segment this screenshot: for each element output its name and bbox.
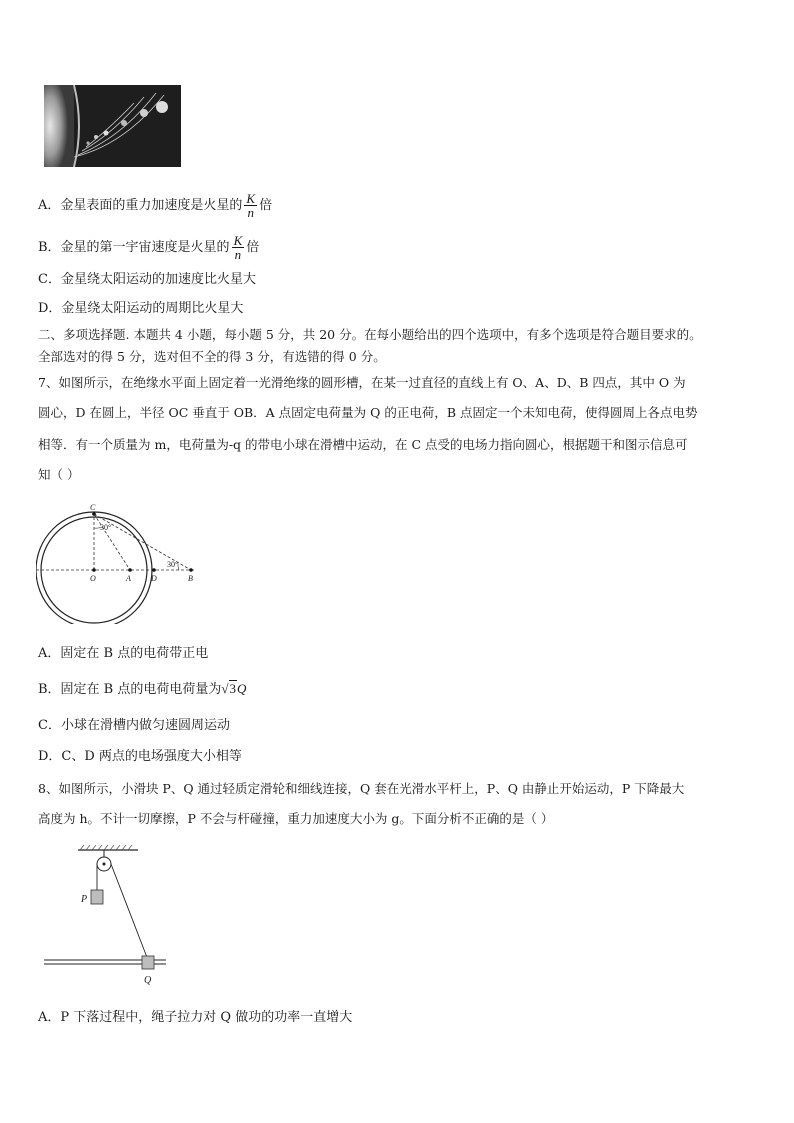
q7-option-d: D．C、D 两点的电场强度大小相等 — [38, 749, 242, 764]
sqrt-3: √3 — [221, 681, 237, 696]
q7-stem-line3: 相等．有一个质量为 m，电荷量为-q 的带电小球在滑槽中运动，在 C 点受的电场力指向圆心，根据题干和图示信息可 — [38, 437, 688, 452]
q7-stem-line2: 圆心，D 在圆上，半径 OC 垂直于 OB．A 点固定电荷量为 Q 的正电荷，B 点固定一个未知电荷，使得圆周上各点电势 — [38, 405, 698, 420]
label-a: A — [126, 574, 131, 583]
q7-circle-figure — [36, 500, 206, 624]
q8-stem-line2: 高度为 h。不计一切摩擦，P 不会与杆碰撞，重力加速度大小为 g。下面分析不正确的是（ ） — [38, 811, 554, 826]
q8-pulley-figure — [40, 842, 180, 990]
q6-option-a-text: A．金星表面的重力加速度是火星的 — [38, 198, 243, 213]
label-q: Q — [144, 975, 152, 986]
q6-option-c: C．金星绕太阳运动的加速度比火星大 — [38, 272, 256, 287]
fraction-k-over-n: $\frac{K}{n}$ — [233, 233, 243, 262]
q6-option-b: B．金星的第一宇宙速度是火星的 $\frac{K}{n}$ 倍 — [38, 233, 260, 262]
q6-option-a: A．金星表面的重力加速度是火星的 $\frac{K}{n}$ 倍 — [38, 191, 273, 220]
solar-system-image — [44, 85, 181, 167]
label-d: D — [151, 574, 157, 583]
q6-option-d: D．金星绕太阳运动的周期比火星大 — [38, 301, 244, 316]
label-c: C — [90, 503, 96, 512]
q8-stem-line1: 8、如图所示，小滑块 P、Q 通过轻质定滑轮和细线连接，Q 套在光滑水平杆上，P、Q 由静止开始运动，P 下降最大 — [38, 781, 685, 796]
label-angle-30-right: 30° — [167, 560, 179, 569]
label-o: O — [90, 574, 96, 583]
q7-option-b: B．固定在 B 点的电荷电荷量为√3Q — [38, 681, 247, 697]
label-b: B — [188, 574, 193, 583]
section2-line2: 全部选对的得 5 分，选对但不全的得 3 分，有选错的得 0 分。 — [38, 349, 386, 364]
label-angle-30-top: 30° — [100, 523, 112, 532]
q7-option-a: A．固定在 B 点的电荷带正电 — [38, 646, 209, 661]
fraction-k-over-n: $\frac{K}{n}$ — [246, 191, 256, 220]
label-p: P — [81, 894, 88, 905]
section2-line1: 二、多项选择题. 本题共 4 小题，每小题 5 分，共 20 分。在每小题给出的四个选项中，有多个选项是符合题目要求的。 — [38, 327, 702, 342]
q6-option-b-text: B．金星的第一宇宙速度是火星的 — [38, 240, 230, 255]
q8-option-a: A．P 下落过程中，绳子拉力对 Q 做功的功率一直增大 — [38, 1010, 353, 1025]
q7-stem-line4: 知（ ） — [38, 467, 80, 482]
q7-option-c: C．小球在滑槽内做匀速圆周运动 — [38, 718, 230, 733]
q7-stem-line1: 7、如图所示，在绝缘水平面上固定着一光滑绝缘的圆形槽，在某一过直径的直线上有 O、A、D、B 四点，其中 O 为 — [38, 375, 686, 390]
